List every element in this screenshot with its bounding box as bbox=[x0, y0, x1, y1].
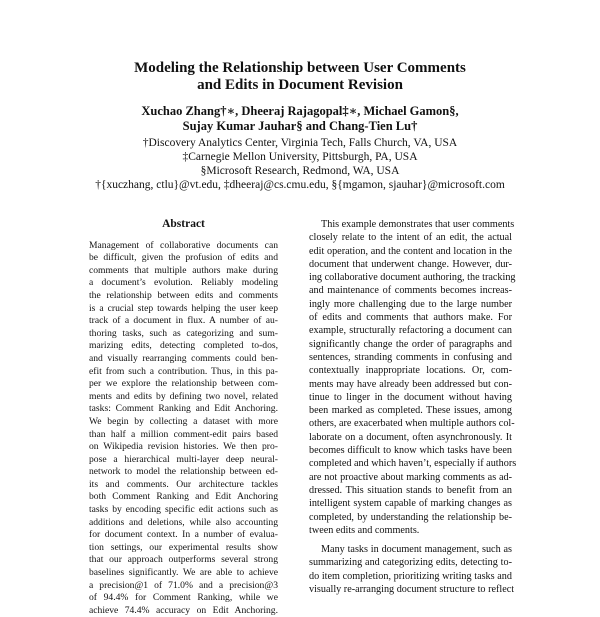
abstract-line: than half a million comment-edit pairs based bbox=[89, 428, 278, 440]
abstract-line: Management of collaborative documents can bbox=[89, 239, 278, 251]
intro-line: example, structurally refactoring a document can bbox=[309, 325, 512, 337]
abstract-line: of 94.4% for Comment Ranking, while we bbox=[89, 592, 278, 604]
intro-line: visually re-arranging document structure to reflect bbox=[309, 584, 515, 596]
intro-line: others, are exacerbated when multiple authors col- bbox=[309, 418, 515, 430]
abstract-line: a precision@1 of 71.0% and a precision@3 bbox=[89, 579, 278, 591]
abstract-line: efit from such a contribution. Thus, in this pa- bbox=[89, 365, 278, 377]
abstract-line: that our approach outperforms several strong bbox=[89, 554, 278, 566]
abstract-line: track of a document in flux. A number of au- bbox=[89, 315, 278, 327]
abstract-line: is a crucial step towards helping the user keep bbox=[89, 302, 278, 314]
intro-line: closely relate to the intent of an edit, the actual bbox=[309, 232, 512, 244]
abstract-line: and visually rearranging comments could ben- bbox=[89, 352, 278, 364]
intro-line: significantly change the order of paragraphs and bbox=[309, 338, 512, 350]
intro-line: intelligent system capable of marking changes as bbox=[309, 498, 512, 510]
title-line-2: and Edits in Document Revision bbox=[197, 77, 403, 93]
intro-line: ingly more challenging due to the large number bbox=[309, 298, 512, 310]
abstract-body bbox=[89, 240, 278, 617]
intro-line: tween edits and comments. bbox=[309, 524, 420, 536]
intro-line: ing collaborative document authoring, the tracking bbox=[309, 272, 516, 284]
authors-line-1: Xuchao Zhang†∗, Dheeraj Rajagopal‡∗, Michael Gamon§, bbox=[141, 104, 459, 118]
abstract-line: a document’s evolution. Reliably modeling bbox=[89, 277, 278, 289]
intro-line: ments may have already been addressed but con- bbox=[309, 378, 512, 390]
affiliation-line-3: §Microsoft Research, Redmond, WA, USA bbox=[200, 165, 400, 177]
abstract-line: achieve 74.4% accuracy on Edit Anchoring. bbox=[89, 604, 278, 616]
intro-line: document that underwent change. However, dur- bbox=[309, 258, 512, 270]
intro-line: laborate on a document, often asynchronously. It bbox=[309, 431, 512, 443]
intro-line: This example demonstrates that user comments bbox=[321, 219, 515, 230]
intro-line: summarizing and categorizing edits, detecting to- bbox=[309, 557, 512, 569]
abstract-line: network to model the relationship between ed- bbox=[89, 466, 278, 478]
abstract-line: both Comment Ranking and Edit Anchoring bbox=[89, 491, 278, 503]
author-block bbox=[0, 104, 600, 134]
intro-line: becomes difficult to know which tasks have been bbox=[309, 445, 512, 457]
affiliation-line-2: ‡Carnegie Mellon University, Pittsburgh, PA, USA bbox=[182, 151, 418, 163]
introduction-column bbox=[309, 218, 517, 596]
affiliation-line-1: †Discovery Analytics Center, Virginia Tech, Falls Church, VA, USA bbox=[142, 137, 458, 149]
abstract-heading: Abstract bbox=[162, 218, 205, 230]
email-line: †{xuczhang, ctlu}@vt.edu, ‡dheeraj@cs.cmu.edu, §{mgamon, sjauhar}@microsoft.com bbox=[95, 179, 505, 191]
abstract-line: be difficult, given the profusion of edits and bbox=[89, 252, 278, 264]
affiliation-block bbox=[0, 136, 600, 192]
intro-line: sentences, stranding comments in confusing and bbox=[309, 351, 512, 363]
abstract-line: marizing edits, detecting completed to-dos, bbox=[89, 340, 278, 352]
intro-line: contextually inappropriate locations. Or, com- bbox=[309, 365, 512, 377]
authors-line-2: Sujay Kumar Jauhar§ and Chang-Tien Lu† bbox=[182, 119, 418, 133]
title-line-1: Modeling the Relationship between User Comments bbox=[134, 60, 466, 76]
intro-line: edit operation, and the content and location in the bbox=[309, 245, 512, 257]
abstract-line: tasks by encoding specific edit actions such as bbox=[89, 504, 278, 516]
intro-line: completed, by understanding the relationship be- bbox=[309, 511, 512, 523]
abstract-line: its and comments. Our architecture tackles bbox=[89, 478, 278, 490]
abstract-line: for document context. In a number of evalua- bbox=[89, 529, 278, 541]
intro-line: completed and which haven’t, especially if authors bbox=[309, 458, 517, 470]
abstract-line: comments that multiple authors make during bbox=[89, 264, 278, 276]
abstract-line: tasks: Comment Ranking and Edit Anchoring. bbox=[89, 403, 278, 415]
intro-paragraph-1 bbox=[309, 218, 517, 537]
abstract-line: the relationship between edits and comments bbox=[89, 289, 278, 301]
abstract-line: baselines significantly. We are able to achieve bbox=[89, 567, 278, 579]
intro-line: and maintenance of comments becomes increas- bbox=[309, 285, 512, 297]
abstract-line: We begin by collecting a dataset with more bbox=[89, 415, 278, 427]
abstract-column bbox=[89, 218, 278, 617]
intro-line: dressed. This situation stands to benefit from an bbox=[309, 484, 512, 496]
abstract-line: additions and deletions, while also accounting bbox=[89, 516, 278, 528]
abstract-line: on Wikipedia revision histories. We then pro- bbox=[89, 441, 278, 453]
intro-line: been marked as completed. These issues, among bbox=[309, 405, 512, 417]
paper-title bbox=[0, 60, 600, 94]
intro-line: tinue to linger in the document without having bbox=[309, 391, 512, 403]
abstract-line: per we explore the relationship between com- bbox=[89, 378, 278, 390]
intro-line: do item completion, prioritizing writing tasks and bbox=[309, 570, 512, 582]
intro-line: Many tasks in document management, such as bbox=[321, 544, 512, 556]
intro-line: are not proactive about marking comments as ad- bbox=[309, 471, 512, 483]
intro-paragraph-2 bbox=[309, 543, 515, 596]
intro-line: of edits and comments that authors make. For bbox=[309, 312, 512, 324]
abstract-line: ments and edits by defining two novel, related bbox=[89, 390, 278, 402]
abstract-line: pose a hierarchical multi-layer deep neural- bbox=[89, 453, 278, 465]
abstract-line: tion settings, our experimental results show bbox=[89, 541, 278, 553]
abstract-line: thoring tasks, such as categorizing and sum- bbox=[89, 327, 278, 339]
